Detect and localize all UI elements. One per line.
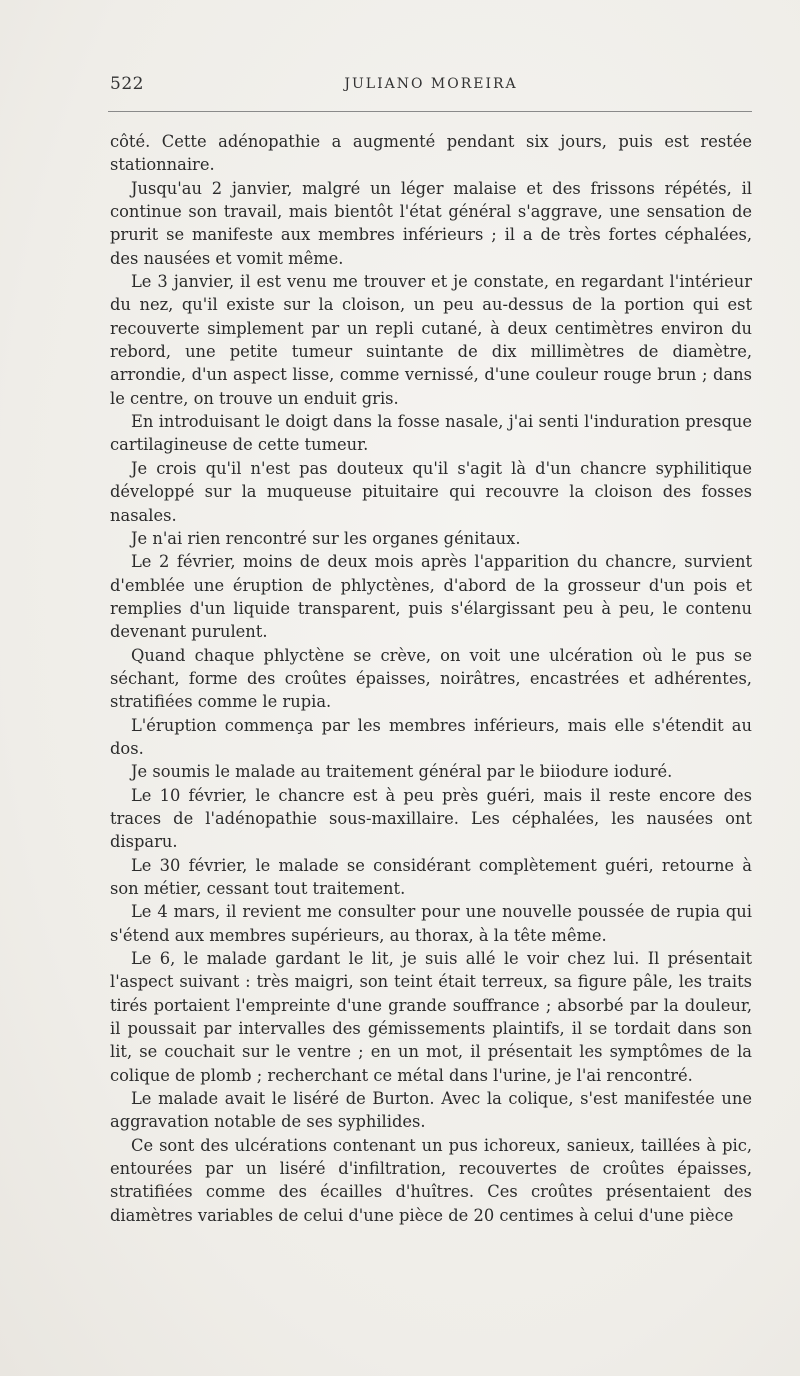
paragraph: Le 4 mars, il revient me consulter pour une nouvelle poussée de rupia qui s'étend aux membres supérieurs, au thorax, à la tête même. [110, 902, 752, 945]
paragraph: Le 2 février, moins de deux mois après l'apparition du chancre, survient d'emblée une éruption de phlyctènes, d'abord de la grosseur d'un pois et remplies d'un liquide transparent, puis s'élargissant peu à peu, le contenu devenant purulent. [110, 552, 752, 642]
body-text [110, 130, 752, 1227]
page-header [110, 74, 752, 98]
paragraph: Quand chaque phlyctène se crève, on voit une ulcération où le pus se séchant, forme des croûtes épaisses, noirâtres, encastrées et adhérentes, stratifiées comme le rupia. [110, 645, 752, 712]
paragraph: Le 6, le malade gardant le lit, je suis allé le voir chez lui. Il présentait l'aspect suivant : très maigri, son teint était terreux, sa figure pâle, les traits tirés portaient l'empreinte d'une grande souffrance ; absorbé par la douleur, il poussait par intervalles des gémissements plaintifs, il se tordait dans son lit, se couchait sur le ventre ; en un mot, il présentait les symptômes de la colique de plomb ; recherchant ce métal dans l'urine, je l'ai rencontré. [110, 949, 752, 1085]
paragraph: Je crois qu'il n'est pas douteux qu'il s'agit là d'un chancre syphilitique développé sur la muqueuse pituitaire qui recouvre la cloison des fosses nasales. [110, 458, 752, 525]
paragraph: Jusqu'au 2 janvier, malgré un léger malaise et des frissons répétés, il continue son travail, mais bientôt l'état général s'aggrave, une sensation de prurit se manifeste aux membres inférieurs ; il a de très fortes céphalées, des nausées et vomit même. [110, 178, 752, 268]
paragraph: Le 30 février, le malade se considérant complètement guéri, retourne à son métier, cessant tout traitement. [110, 855, 752, 898]
paragraph: En introduisant le doigt dans la fosse nasale, j'ai senti l'induration presque cartilagineuse de cette tumeur. [110, 412, 752, 455]
header-rule [108, 111, 752, 112]
paragraph: Le 10 février, le chancre est à peu près guéri, mais il reste encore des traces de l'adénopathie sous-maxillaire. Les céphalées, les nausées ont disparu. [110, 785, 752, 852]
paragraph: côté. Cette adénopathie a augmenté pendant six jours, puis est restée stationnaire. [110, 132, 752, 175]
running-title: JULIANO MOREIRA [344, 76, 518, 92]
page-number: 522 [110, 74, 144, 94]
paragraph: Le 3 janvier, il est venu me trouver et je constate, en regardant l'intérieur du nez, qu'il existe sur la cloison, un peu au-dessus de la portion qui est recouverte simplement par un repli cutané, à deux centimètres environ du rebord, une petite tumeur suintante de dix millimètres de diamètre, arrondie, d'un aspect lisse, comme vernissé, d'une couleur rouge brun ; dans le centre, on trouve un enduit gris. [110, 272, 752, 408]
paragraph: Ce sont des ulcérations contenant un pus ichoreux, sanieux, taillées à pic, entourées par un liséré d'infiltration, recouvertes de croûtes épaisses, stratifiées comme des écailles d'huîtres. Ces croûtes présentaient des diamètres variables de celui d'une pièce de 20 centimes à celui d'une pièce [110, 1135, 752, 1225]
paragraph: Je n'ai rien rencontré sur les organes génitaux. [131, 528, 521, 548]
paragraph: Je soumis le malade au traitement général par le biiodure ioduré. [131, 762, 673, 782]
paragraph: Le malade avait le liséré de Burton. Avec la colique, s'est manifestée une aggravation notable de ses syphilides. [110, 1089, 752, 1132]
paragraph: L'éruption commença par les membres inférieurs, mais elle s'étendit au dos. [110, 715, 752, 758]
